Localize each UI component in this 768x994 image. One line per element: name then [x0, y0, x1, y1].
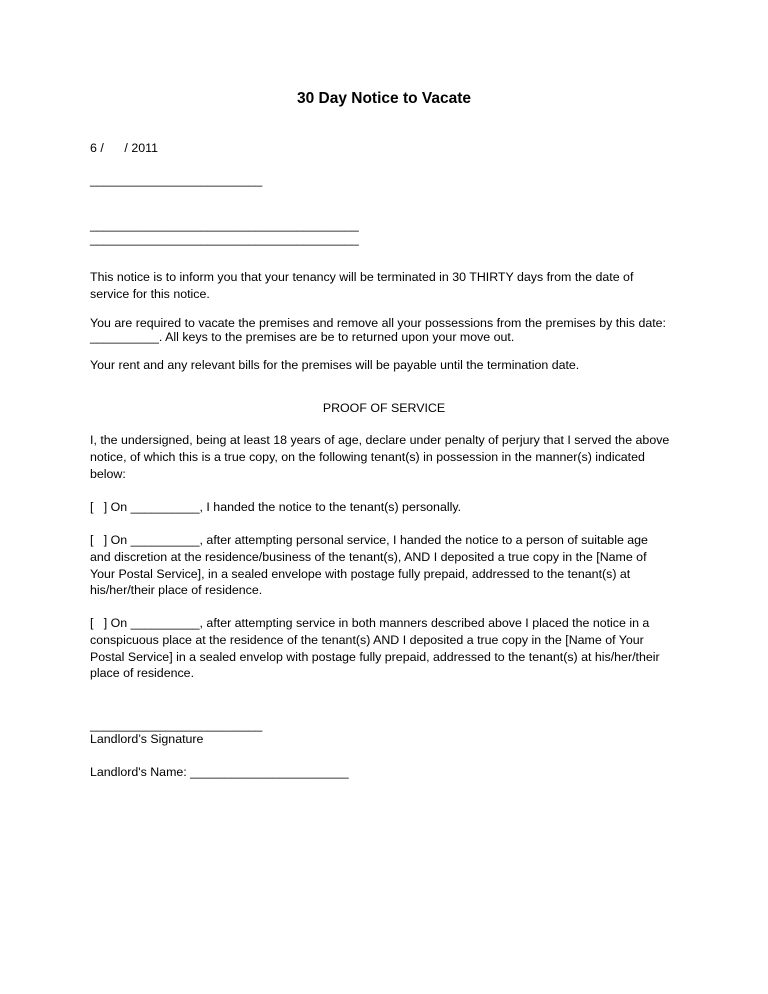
- service-option-3-line-1: [ ] On __________, after attempting service in both manners described above I placed the notice in a: [90, 616, 650, 630]
- proof-of-service-heading: PROOF OF SERVICE: [322, 401, 446, 415]
- service-option-3-line-3: Postal Service] in a sealed envelop with postage fully prepaid, addressed to the tenant(s) at his/her/their: [90, 650, 660, 664]
- notice-paragraph-line-1: This notice is to inform you that your tenancy will be terminated in 30 THIRTY days from the date of: [90, 270, 634, 284]
- service-option-3-line-2: conspicuous place at the residence of the tenant(s) AND I deposited a true copy in the [Name of Your: [90, 633, 644, 647]
- address-blank-line-2: _______________________________________: [90, 232, 359, 246]
- vacate-paragraph-line-1: You are required to vacate the premises and remove all your possessions from the premises by this date:: [90, 316, 667, 330]
- declaration-line-3: below:: [90, 467, 126, 481]
- service-option-2-line-3: Your Postal Service], in a sealed envelope with postage fully prepaid, addressed to the tenant(s) at: [90, 567, 631, 581]
- vacate-paragraph-line-2: __________. All keys to the premises are be to returned upon your move out.: [90, 330, 515, 344]
- service-option-1: [ ] On __________, I handed the notice to the tenant(s) personally.: [90, 500, 462, 514]
- service-option-3-line-4: place of residence.: [90, 666, 195, 680]
- recipient-blank-line: _________________________: [90, 173, 263, 187]
- signature-label: Landlord’s Signature: [90, 732, 204, 746]
- rent-paragraph: Your rent and any relevant bills for the premises will be payable until the termination date.: [90, 358, 580, 372]
- declaration-line-1: I, the undersigned, being at least 18 years of age, declare under penalty of perjury that I served the above: [90, 433, 670, 447]
- service-option-2-line-1: [ ] On __________, after attempting personal service, I handed the notice to a person of suitable age: [90, 533, 648, 547]
- service-option-2-line-4: his/her/their place of residence.: [90, 583, 263, 597]
- notice-paragraph-line-2: service for this notice.: [90, 287, 210, 301]
- service-option-2-line-2: and discretion at the residence/business of the tenant(s), AND I deposited a true copy in the [Name of: [90, 550, 647, 564]
- address-blank-line-1: _______________________________________: [90, 218, 359, 232]
- declaration-line-2: notice, of which this is a true copy, on the following tenant(s) in possession in the manner(s) indicated: [90, 450, 645, 464]
- signature-blank-line: _________________________: [90, 718, 263, 732]
- date-line: 6 / / 2011: [90, 141, 158, 155]
- landlord-name-line: Landlord's Name: _______________________: [90, 765, 349, 779]
- page-title: 30 Day Notice to Vacate: [296, 90, 472, 107]
